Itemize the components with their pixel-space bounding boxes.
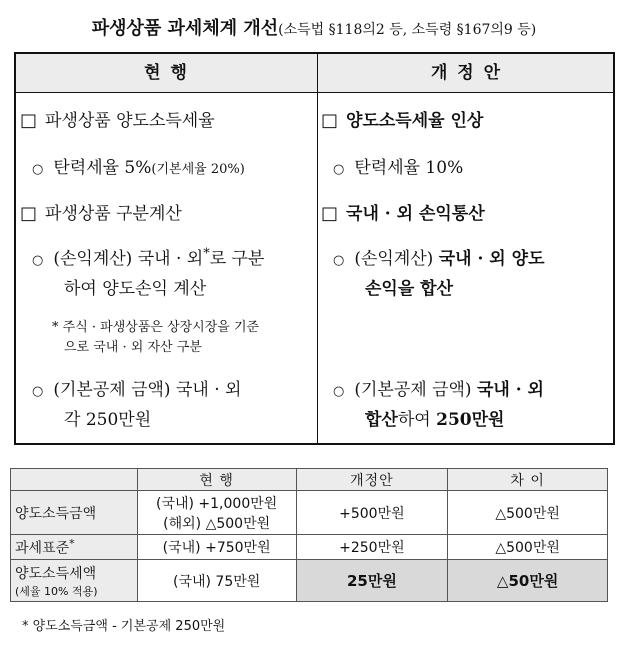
circle-outline-icon: ○ xyxy=(32,162,44,177)
row-label: 과세표준* xyxy=(11,535,138,560)
proposed-box2-item-line2: 손익을 합산 xyxy=(365,279,454,299)
proposed-box2-item-line1: ○ (손익계산) 국내 · 외 양도 xyxy=(333,249,545,269)
square-outline-icon: □ xyxy=(321,110,339,131)
table-footnote: * 양도소득금액 - 기본공제 250만원 xyxy=(22,619,226,634)
row-current: (국내) +750만원 xyxy=(137,535,296,560)
row-current: (국내) +1,000만원 (해외) △500만원 xyxy=(137,491,296,535)
current-box3-item-line2: 각 250만원 xyxy=(64,410,152,430)
row-proposed: 25만원 xyxy=(296,560,448,602)
row-diff: △50만원 xyxy=(448,560,608,602)
circle-outline-icon: ○ xyxy=(333,384,345,399)
example-table xyxy=(10,468,608,602)
row-current: (국내) 75만원 xyxy=(137,560,296,602)
circle-outline-icon: ○ xyxy=(32,253,44,268)
row-proposed: +250만원 xyxy=(296,535,448,560)
document-title xyxy=(0,14,628,40)
circle-outline-icon: ○ xyxy=(333,162,345,177)
table-header-proposed: 개정안 xyxy=(296,469,448,491)
current-box2-item-line2: 하여 양도손익 계산 xyxy=(64,279,207,299)
row-label: 양도소득세액 (세율 10% 적용) xyxy=(11,560,138,602)
proposed-box2: □ 국내 · 외 손익통산 xyxy=(321,203,485,224)
proposed-box1: □ 양도소득세율 인상 xyxy=(321,110,484,131)
table-header-current: 현 행 xyxy=(137,469,296,491)
table-row xyxy=(11,560,608,602)
header-proposed: 개 정 안 xyxy=(430,63,503,83)
current-box2: □ 파생상품 구분계산 xyxy=(20,203,182,224)
square-outline-icon: □ xyxy=(20,203,38,224)
title-sub: (소득법 §118의2 등, 소득령 §167의9 등) xyxy=(278,22,537,38)
row-label: 양도소득금액 xyxy=(11,491,138,535)
table-row xyxy=(11,535,608,560)
square-outline-icon: □ xyxy=(321,203,339,224)
current-box1: □ 파생상품 양도소득세율 xyxy=(20,110,215,131)
proposed-box3-item-line2: 합산하여 250만원 xyxy=(365,410,505,430)
comparison-box xyxy=(14,52,615,445)
title-main: 파생상품 과세체계 개선 xyxy=(91,18,279,39)
table-header-diff: 차 이 xyxy=(448,469,608,491)
square-outline-icon: □ xyxy=(20,110,38,131)
proposed-box1-item: ○ 탄력세율 10% xyxy=(333,158,464,178)
circle-outline-icon: ○ xyxy=(333,253,345,268)
current-box3-item-line1: ○ (기본공제 금액) 국내 · 외 xyxy=(32,380,242,400)
table-row xyxy=(11,491,608,535)
row-diff: △500만원 xyxy=(448,491,608,535)
column-divider xyxy=(317,54,318,443)
table-header-row xyxy=(11,469,608,491)
row-proposed: +500만원 xyxy=(296,491,448,535)
row-diff: △500만원 xyxy=(448,535,608,560)
circle-outline-icon: ○ xyxy=(32,384,44,399)
proposed-box3-item-line1: ○ (기본공제 금액) 국내 · 외 xyxy=(333,380,544,400)
table-header-empty xyxy=(11,469,138,491)
current-footnote-line2: 으로 국내 · 외 자산 구분 xyxy=(64,340,202,355)
current-footnote-line1: * 주식 · 파생상품은 상장시장을 기준 xyxy=(52,320,260,335)
header-current: 현 행 xyxy=(144,63,189,83)
current-box2-item-line1: ○ (손익계산) 국내 · 외*로 구분 xyxy=(32,246,265,269)
current-box1-item: ○ 탄력세율 5%(기본세율 20%) xyxy=(32,158,245,178)
